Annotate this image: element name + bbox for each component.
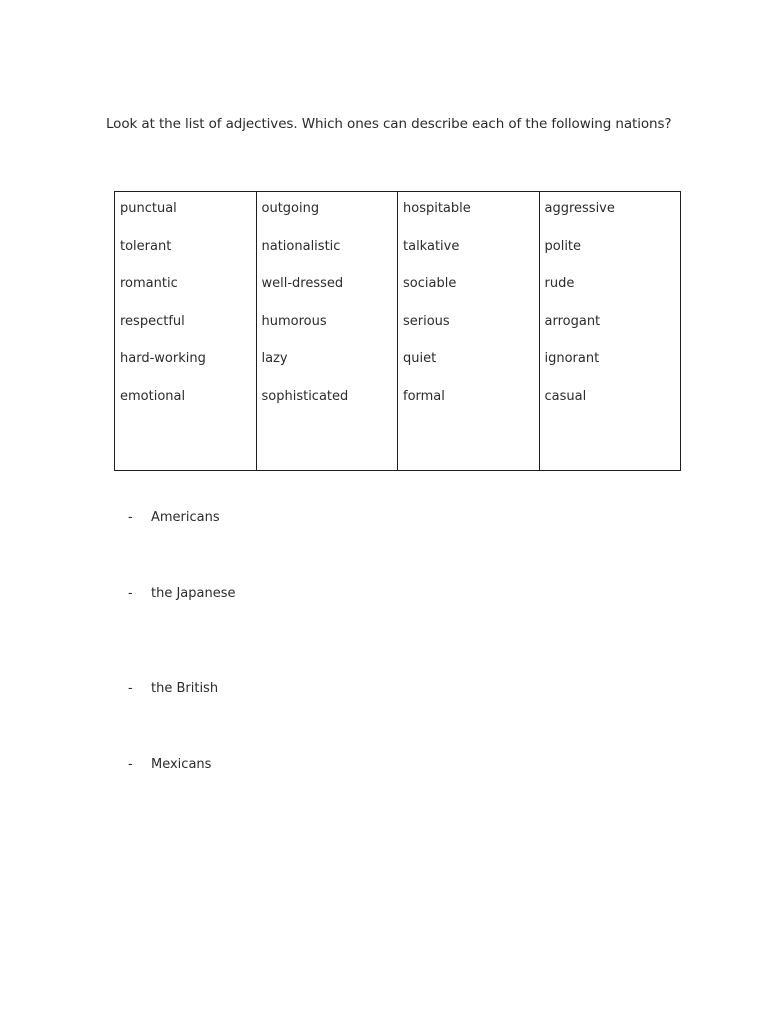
adjective-word: sociable xyxy=(403,276,457,292)
adjective-word: hard-working xyxy=(120,351,206,367)
list-item xyxy=(128,681,218,696)
adjective-word: lazy xyxy=(261,351,288,367)
adjective-word: well-dressed xyxy=(261,276,344,292)
adjective-column-1 xyxy=(115,192,257,471)
adjective-word: nationalistic xyxy=(261,238,341,254)
nation-label: Mexicans xyxy=(151,757,212,772)
adjective-word: quiet xyxy=(403,351,437,367)
adjective-column-2 xyxy=(256,192,398,471)
table-row xyxy=(115,192,681,471)
adjective-word: outgoing xyxy=(261,201,320,216)
nation-label: the British xyxy=(151,681,219,696)
nation-label: the Japanese xyxy=(151,586,236,601)
adjective-word: sophisticated xyxy=(261,388,349,404)
adjective-word: rude xyxy=(544,276,575,292)
adjective-word: formal xyxy=(403,388,445,404)
adjective-word: respectful xyxy=(120,313,185,329)
list-item xyxy=(128,510,220,525)
adjectives-table xyxy=(114,191,681,471)
adjective-word: serious xyxy=(403,313,450,329)
list-item xyxy=(128,586,236,601)
list-item xyxy=(128,757,211,772)
adjective-column-3 xyxy=(398,192,540,471)
adjective-word: ignorant xyxy=(544,351,600,367)
bullet-dash: - xyxy=(128,510,133,525)
adjective-word: romantic xyxy=(120,276,178,292)
adjective-word: emotional xyxy=(120,388,186,404)
nation-label: Americans xyxy=(151,510,220,525)
adjective-column-4 xyxy=(539,192,681,471)
adjective-word: casual xyxy=(544,388,587,404)
instruction-text: Look at the list of adjectives. Which ones can describe each of the following nations? xyxy=(106,116,672,132)
bullet-dash: - xyxy=(128,757,133,772)
bullet-dash: - xyxy=(128,586,133,601)
adjective-word: hospitable xyxy=(403,201,471,216)
adjective-word: polite xyxy=(544,238,582,254)
adjective-word: arrogant xyxy=(544,313,601,329)
adjective-word: punctual xyxy=(120,201,177,216)
adjective-word: humorous xyxy=(261,313,327,329)
adjective-word: tolerant xyxy=(120,238,172,254)
adjective-word: talkative xyxy=(403,238,460,254)
adjective-word: aggressive xyxy=(544,201,615,216)
bullet-dash: - xyxy=(128,681,133,696)
